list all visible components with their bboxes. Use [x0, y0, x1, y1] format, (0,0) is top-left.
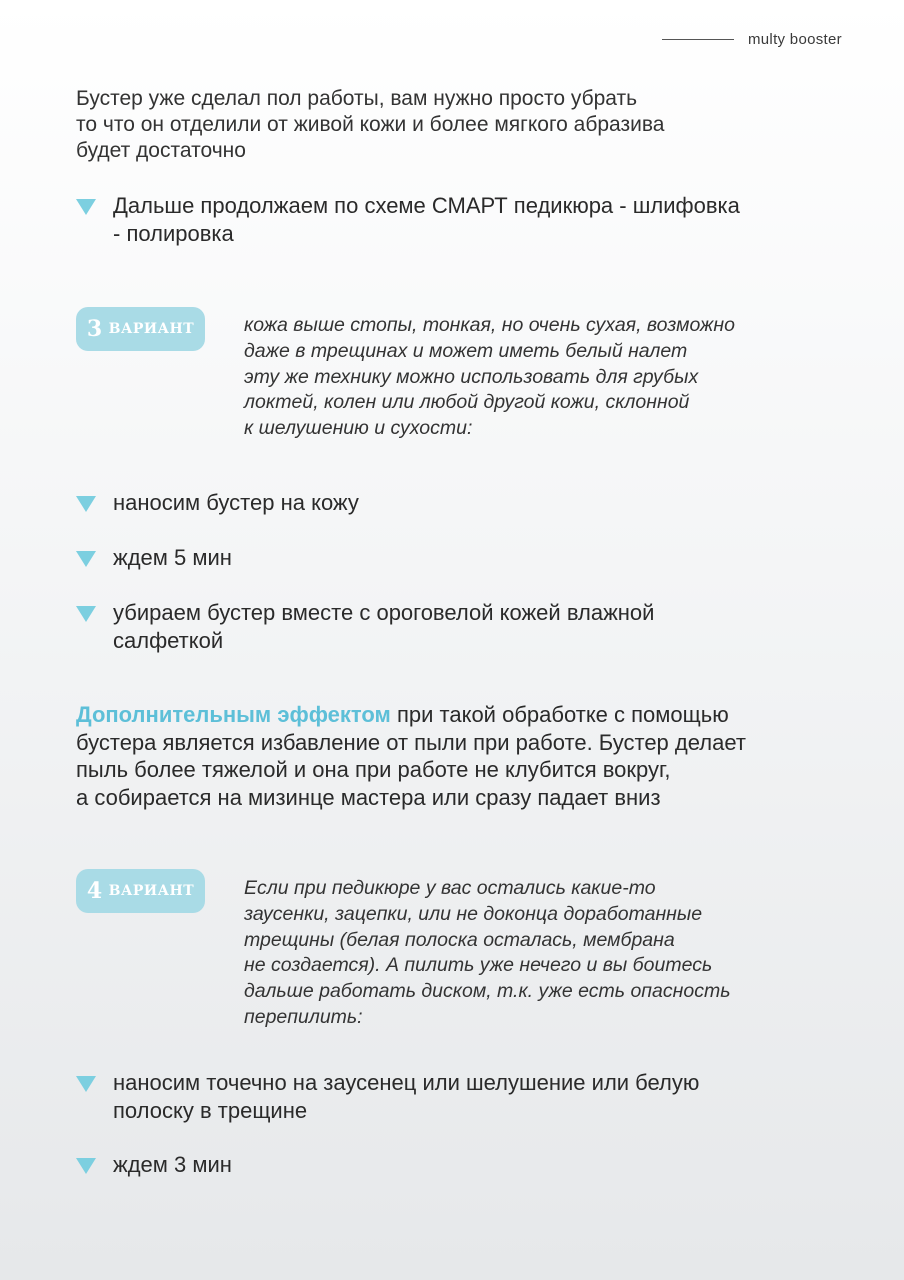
note-line: дальше работать диском, т.к. уже есть опасность [244, 980, 731, 1003]
effect-accent: Дополнительным эффектом [76, 702, 391, 727]
list-item-text: наносим точечно на заусенец или шелушение или белую [113, 1070, 700, 1095]
intro-line: Бустер уже сделал пол работы, вам нужно просто убрать [76, 87, 638, 110]
list-item-text: салфеткой [113, 628, 224, 653]
list-item-text: полоску в трещине [113, 1098, 308, 1123]
effect-line: а собирается на мизинце мастера или сразу падает вниз [76, 784, 661, 810]
list-item-text: наносим бустер на кожу [113, 490, 359, 515]
intro-paragraph [76, 86, 866, 164]
brand-header [662, 31, 842, 48]
note-line: перепилить: [244, 1005, 363, 1028]
effect-first-rest: при такой обработке с помощью [390, 702, 729, 727]
triangle-bullet-icon [76, 606, 96, 622]
note-line: эту же технику можно использовать для грубых [244, 365, 699, 388]
note-line: трещины (белая полоска осталась, мембрана [244, 928, 675, 951]
note-line: кожа выше стопы, тонкая, но очень сухая, возможно [244, 314, 735, 336]
list-item [76, 1151, 232, 1179]
intro-line: будет достаточно [76, 139, 246, 162]
list-item [76, 599, 654, 655]
list-item-text: убираем бустер вместе с ороговелой кожей влажной [113, 600, 655, 625]
variant-3-badge [76, 307, 205, 351]
brand-divider [662, 39, 734, 40]
intro-line: то что он отделили от живой кожи и более мягкого абразива [76, 113, 665, 136]
list-item-text: ждем 3 мин [113, 1152, 232, 1177]
effect-line: бустера является избавление от пыли при работе. Бустер делает [76, 729, 746, 755]
list-item-smart [76, 192, 740, 248]
triangle-bullet-icon [76, 1158, 96, 1174]
variant-3-description [244, 313, 735, 442]
variant-4-description [244, 876, 730, 1031]
triangle-bullet-icon [76, 199, 96, 215]
variant-label: ВАРИАНТ [108, 883, 195, 899]
list-item-text: Дальше продолжаем по схеме СМАРТ педикюра - шлифовка [113, 193, 740, 218]
note-line: локтей, колен или любой другой кожи, склонной [244, 391, 690, 414]
note-line: к шелушению и сухости: [244, 417, 473, 440]
effect-paragraph [76, 701, 876, 811]
list-item [76, 544, 232, 572]
variant-4-badge [76, 869, 205, 913]
note-line: даже в трещинах и может иметь белый налет [244, 339, 688, 362]
effect-line: пыль более тяжелой и она при работе не клубится вокруг, [76, 757, 671, 782]
note-line: не создается). А пилить уже нечего и вы боитесь [244, 954, 713, 977]
variant-label: ВАРИАНТ [108, 321, 195, 337]
note-line: заусенки, зацепки, или не доконца доработанные [244, 902, 703, 925]
triangle-bullet-icon [76, 551, 96, 567]
variant-number: 3 [86, 316, 103, 342]
triangle-bullet-icon [76, 496, 96, 512]
variant-number: 4 [86, 878, 103, 904]
list-item [76, 489, 359, 517]
list-item [76, 1069, 699, 1125]
effect-line [76, 701, 876, 729]
brand-name: multy booster [748, 31, 842, 48]
triangle-bullet-icon [76, 1076, 96, 1092]
list-item-text: - полировка [113, 221, 234, 246]
note-line: Если при педикюре у вас остались какие-то [244, 877, 656, 899]
list-item-text: ждем 5 мин [113, 545, 232, 570]
